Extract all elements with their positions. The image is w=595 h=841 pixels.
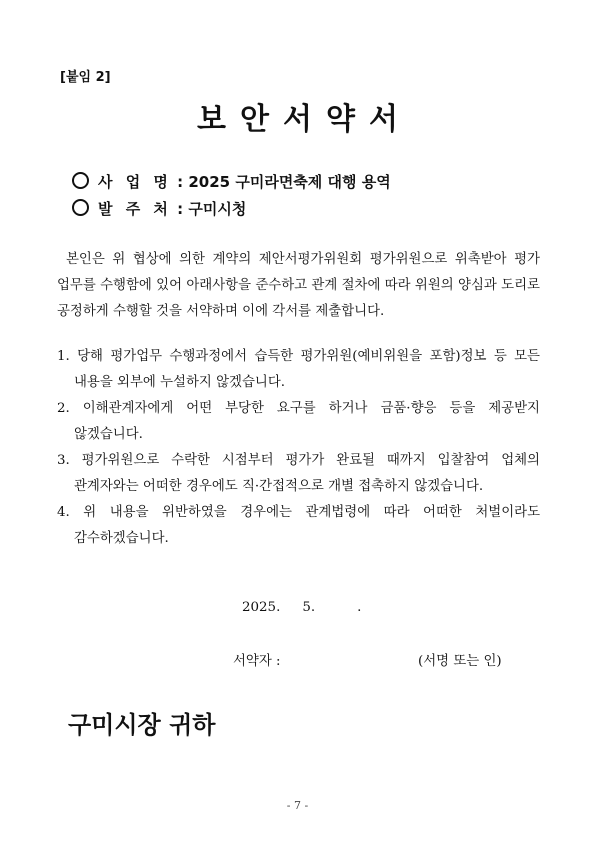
project-name-value: 2025 구미라면축제 대행 용역 [188,173,391,191]
page-number: - 7 - [286,799,309,812]
date-month: 5. [302,600,316,615]
list-item: 1. 당해 평가업무 수행과정에서 습득한 평가위원(예비위원을 포함)정보 등 모든 내용을 외부에 누설하지 않겠습니다. [57,349,540,390]
signer-label: 서약자 : [233,654,281,669]
client-row [72,198,246,219]
signature-note: (서명 또는 인) [418,654,502,669]
list-item: 4. 위 내용을 위반하였을 경우에는 관계법령에 따라 어떠한 처벌이라도 감수하겠습니다. [57,505,540,546]
recipient: 구미시장 귀하 [68,711,216,739]
pledge-list [57,344,540,552]
date-year: 2025. [242,600,281,615]
client-separator: : [171,200,189,218]
project-name-separator: : [171,173,189,191]
intro-paragraph: 본인은 위 협상에 의한 계약의 제안서평가위원회 평가위원으로 위촉받아 평가 업무를 수행함에 있어 아래사항을 준수하고 관계 절차에 따라 위원의 양심과 도리로 공정하게 수행할 것을 서약하며 이에 각서를 제출합니다. [57,252,540,319]
circle-bullet-icon [72,199,89,216]
circle-bullet-icon [72,172,89,189]
project-name-row [72,171,391,192]
date-day: . [357,600,362,615]
date-line [242,600,383,615]
list-item: 2. 이해관계자에게 어떤 부당한 요구를 하거나 금품·향응 등을 제공받지 않겠습니다. [57,401,540,442]
page-title: 보안서약서 [197,102,412,137]
client-value: 구미시청 [188,200,247,218]
client-label: 발 주 처 [98,200,172,218]
attachment-label: [붙임 2] [60,70,111,85]
list-item: 3. 평가위원으로 수락한 시점부터 평가가 완료될 때까지 입찰참여 업체의 관계자와는 어떠한 경우에도 직·간접적으로 개별 접촉하지 않겠습니다. [57,453,540,494]
project-name-label: 사 업 명 [98,173,172,191]
